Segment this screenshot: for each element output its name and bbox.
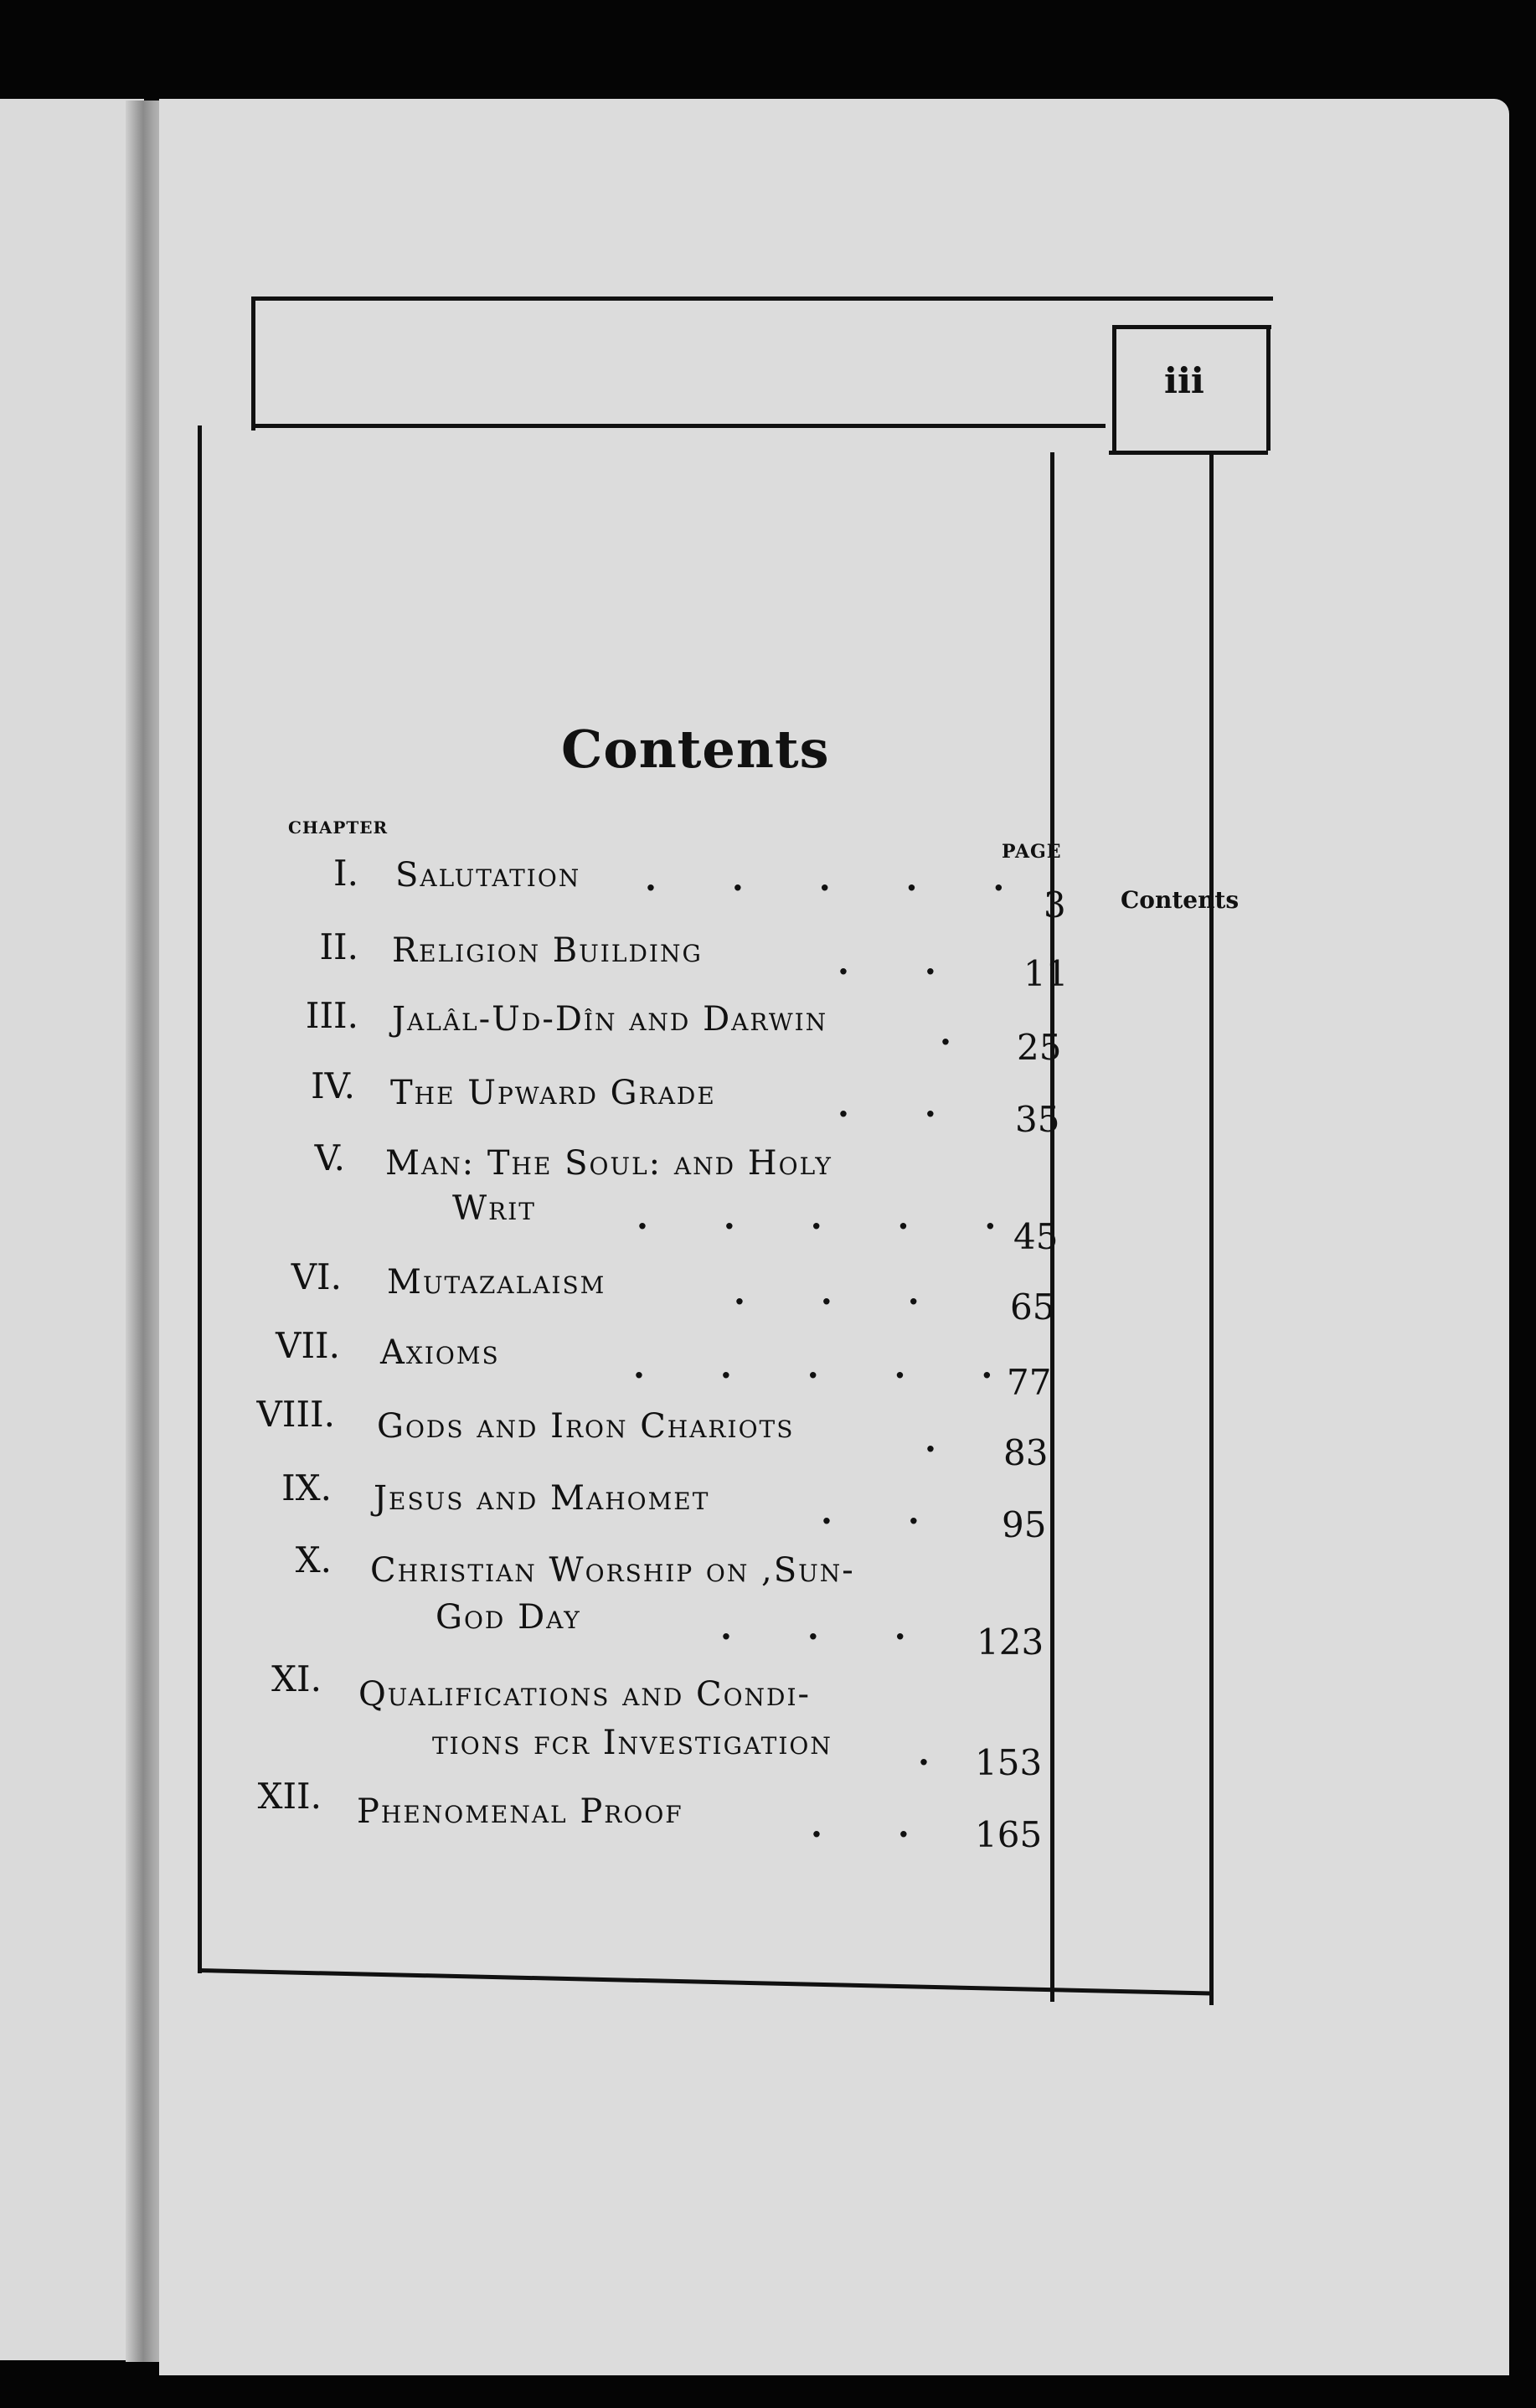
book-page — [159, 99, 1509, 2375]
toc-entry-title: Phenomenal Proof — [357, 1792, 683, 1831]
toc-entry-page: 123 — [977, 1622, 1044, 1663]
frame-right-rule-lower — [1209, 452, 1214, 2005]
toc-entry-page: 153 — [975, 1742, 1043, 1783]
toc-entry-number: X. — [295, 1539, 332, 1580]
toc-entry-number: II. — [319, 926, 358, 967]
frame-top-rule-right — [1112, 325, 1271, 329]
toc-entry-number: III. — [305, 995, 358, 1036]
toc-entry-title: Gods and Iron Chariots — [377, 1407, 795, 1446]
leader-dots: . . — [821, 1493, 951, 1532]
frame-left-rule-lower — [198, 425, 202, 1973]
toc-entry-title: Mutazalaism — [387, 1263, 606, 1302]
page-number: iii — [1164, 360, 1204, 401]
toc-entry-title: Christian Worship on ,Sun- — [370, 1551, 855, 1590]
toc-entry-page: 3 — [1044, 884, 1066, 926]
leader-dots: . — [925, 1421, 968, 1460]
toc-entry-page: 45 — [1013, 1216, 1059, 1257]
toc-entry-title-continued: tions fcr Investigation — [432, 1724, 832, 1762]
toc-entry-number: VI. — [291, 1256, 342, 1297]
leader-dots: . . . — [734, 1273, 951, 1312]
toc-entry-number: IV. — [311, 1065, 355, 1106]
toc-entry-number: VIII. — [256, 1394, 335, 1435]
toc-entry-number: XII. — [257, 1776, 322, 1817]
leader-dots: . . . . . — [637, 1198, 1028, 1237]
toc-entry-title: Jesus and Mahomet — [374, 1479, 710, 1518]
toc-entry-number: I. — [333, 853, 358, 894]
leader-dots: . . — [811, 1806, 941, 1845]
toc-entry-page: 65 — [1010, 1287, 1055, 1328]
chapter-column-label: CHAPTER — [288, 817, 389, 838]
toc-entry-page: 35 — [1015, 1099, 1060, 1140]
toc-entry-page: 83 — [1003, 1432, 1049, 1473]
toc-entry-page: 77 — [1007, 1362, 1052, 1403]
toc-entry-title: Qualifications and Condi- — [358, 1675, 812, 1714]
leader-dots: . . — [838, 943, 968, 982]
frame-right-rule — [1266, 325, 1271, 451]
toc-entry-title: Religion Building — [392, 931, 703, 970]
leader-dots: . . . — [720, 1608, 938, 1647]
leader-dots: . . . . . — [645, 859, 1037, 899]
toc-entry-number: IX. — [281, 1467, 332, 1508]
side-running-title: Contents — [1121, 886, 1240, 914]
frame-left-rule — [251, 296, 255, 431]
toc-entry-title-continued: God Day — [436, 1598, 581, 1637]
toc-entry-number: VII. — [276, 1325, 340, 1366]
frame-column-rule — [1112, 325, 1116, 451]
contents-heading: Contents — [561, 719, 830, 780]
toc-entry-title: Man: The Soul: and Holy — [385, 1144, 832, 1183]
toc-entry-number: V. — [314, 1137, 345, 1178]
toc-entry-page: 165 — [975, 1814, 1043, 1855]
toc-entry-number: XI. — [271, 1658, 322, 1699]
leader-dots: . . — [838, 1085, 968, 1125]
toc-entry-title: Salutation — [395, 856, 581, 895]
frame-header-rule — [251, 424, 1106, 428]
toc-entry-page: 25 — [1017, 1027, 1062, 1068]
toc-entry-title: The Upward Grade — [390, 1074, 716, 1112]
toc-entry-page: 11 — [1023, 953, 1069, 994]
toc-entry-page: 95 — [1002, 1504, 1047, 1545]
frame-header-rule-right — [1109, 451, 1268, 455]
left-page-edge — [0, 99, 144, 2360]
leader-dots: . . . . . — [633, 1347, 1025, 1386]
frame-top-rule — [253, 296, 1273, 301]
leader-dots: . — [940, 1013, 983, 1053]
leader-dots: . — [918, 1734, 961, 1773]
toc-entry-title-continued: Writ — [452, 1189, 536, 1228]
toc-entry-title: Axioms — [380, 1333, 500, 1372]
page-column-label: PAGE — [1002, 841, 1062, 863]
toc-entry-title: Jalâl-Ud-Dîn and Darwin — [392, 1000, 828, 1039]
